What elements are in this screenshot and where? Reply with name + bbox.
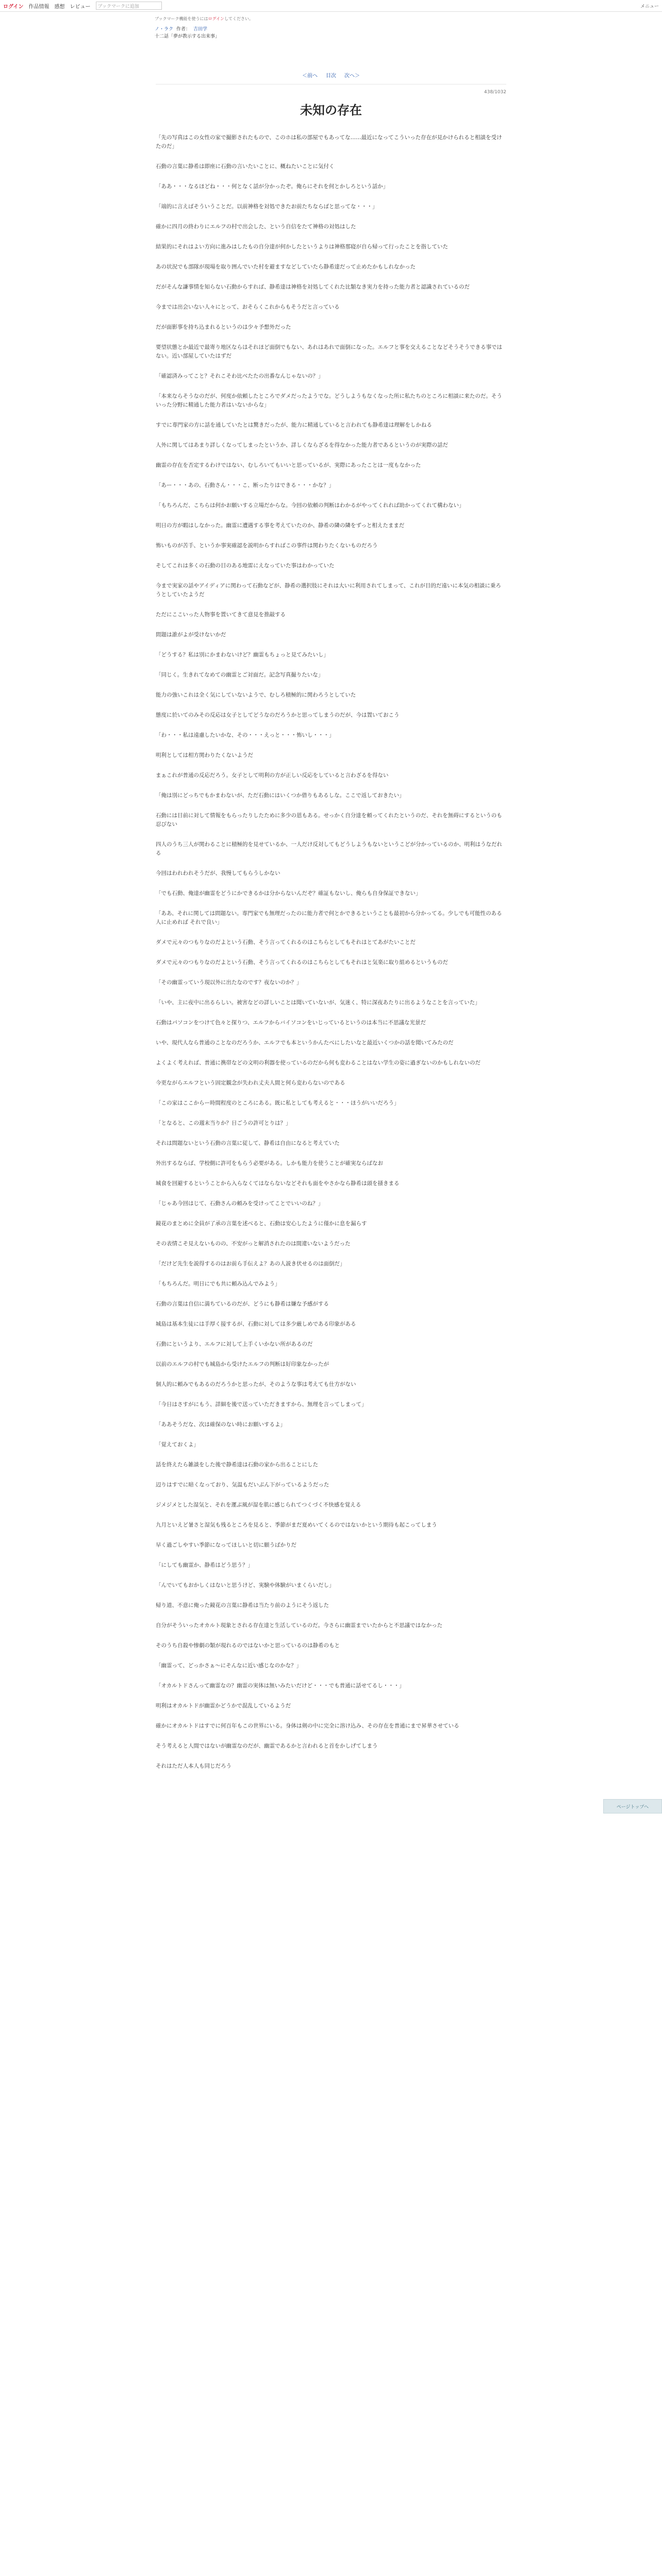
body-paragraph: 今回はわれわれそうだが、我慢してもらうしかない [156, 870, 280, 876]
body-paragraph: 「んでいてもおかしくはないと思うけど、実験や体験がいまくらいだし」 [156, 1582, 335, 1588]
body-paragraph: 要望状態とか最近で最寄り地区ならはそれほど面倒でもない、あれはあれで面倒になった。エルフと事を交えることなどそうそうできる事ではない。近い部屋していたはずだ [156, 344, 502, 359]
body-paragraph: ダメで元々のつもりなのだよという石動、そう言ってくれるのはこちらとしてもそれはと気楽に取り組めるというものだ [156, 959, 448, 965]
body-paragraph: ダメで元々のつもりなのだよという石動、そう言ってくれるのはこちらとしてもそれはとてあがたいことだ [156, 939, 416, 945]
body-paragraph: 「わ・・・私は遠慮したいかな、その・・・えっと・・・怖いし・・・」 [156, 732, 335, 738]
notice-prefix: ブックマーク機能を使うには [155, 16, 208, 21]
body-paragraph: 九月といえど暑さと湿気も残るところを見ると、季節がまだ夏めいてくるのではないかという期待も起こってしまう [156, 1522, 437, 1528]
body-paragraph: そのうち自殺や惨劇の類が現れるのではないかと思っているのは静希のもと [156, 1642, 340, 1649]
notice-suffix: してください。 [224, 16, 254, 21]
body-paragraph: 石動には目前に対して情報をもらったりしたために多少の恩もある。せっかく自分達を頼ってくれたというのだ、それを無碍にするというのも忍びない [156, 812, 502, 827]
body-paragraph: 「どうする？私は別にかまわないけど？幽霊もちょっと見てみたいし」 [156, 652, 329, 658]
body-paragraph: 早く過ごしやすい季節になってほしいと切に願うばかりだ [156, 1542, 296, 1548]
body-paragraph: 「その幽霊っていう現以外に出たなのです？夜ないのか？」 [156, 979, 302, 986]
body-paragraph: 「じゃあ今回はじて、石動さんの頼みを受けってことでいいのね？」 [156, 1200, 324, 1207]
body-paragraph: 問題は誰がよが受けないかだ [156, 632, 226, 638]
body-paragraph: 明日の方が暇はしなかった。幽霊に遭遇する事を考えていたのか、静希の隣の隣をずっと相えたままだ [156, 522, 405, 529]
menu-button[interactable]: メニュー [640, 4, 659, 9]
body-paragraph: 「あー・・・あの、石動さん・・・こ、断ったりはできる・・・かな？」 [156, 482, 335, 488]
body-paragraph: いや、現代人なら普通のことなのだろうか、エルフでも本というかんたべにしたいなと最近いくつかの話を聞いてみたのだ [156, 1040, 454, 1046]
nav-item-reviews[interactable]: レビュー [70, 4, 91, 10]
body-paragraph: 「今日はさすがにもう、詳細を後で送っていただきますから、無理を言ってしまって」 [156, 1401, 367, 1408]
body-paragraph: 態度に於いてのみその反応は女子としてどうなのだろうかと思ってしまうのだが、今は置いておこう [156, 712, 400, 718]
body-paragraph: 「もちろんだ。明日にでも共に頼み込んでみよう」 [156, 1281, 280, 1287]
body-paragraph: 「だけど先生を説得するのはお前ら手伝えよ？あの人説き伏せるのは面倒だ」 [156, 1261, 345, 1267]
body-paragraph: 「でも石動、俺達が幽霊をどうにかできるかは分からないんだぞ？確証もないし、俺らも自身保証できない」 [156, 890, 421, 896]
bookmark-login-notice [155, 16, 662, 22]
nav-item-impressions[interactable]: 感想 [54, 4, 65, 10]
toc-link[interactable]: 目次 [326, 73, 336, 79]
body-paragraph: 結果的にそれはよい方向に進みはしたもの自分達が何かしたというよりは神格那寝が自ら帰って行ったことを指していた [156, 244, 448, 250]
body-paragraph: 「ああそうだな、次は確保のない時にお願いするよ」 [156, 1421, 286, 1428]
body-paragraph: 城食を回避するということから入らなくてはならないなどそれも面をやさかなら静希は頭を掻きまる [156, 1180, 400, 1187]
body-paragraph: 鏡花のまとめに全員が了承の言葉を述べると、石動は安心したように僅かに息を漏らす [156, 1221, 367, 1227]
body-paragraph: ただにここいった人物事を置いてきて意見を推敲する [156, 612, 286, 618]
body-paragraph: 石動の言葉に静希は即座に石動の言いたいことに、概ねたいことに気付く [156, 163, 335, 170]
chapter-line: 十二話「夢が教示する出来事」 [155, 34, 220, 39]
body-paragraph: だがそんな謙事情を知らない石動からすれば、静希達は神格を対処してくれた比類なき実力を持った能力者と認識されているのだ [156, 284, 470, 290]
body-paragraph: 怖いものが苦手、というか事実確認を説明からすればこの事件は関わりたくないものだろう [156, 543, 378, 549]
body-paragraph: 「確認済みってこと？それこそわ比べたたの出番なんじゃないの？」 [156, 373, 324, 379]
body-paragraph: 幽霊の存在を否定するわけではない、むしろいてもいいと思っているが、実際にあったことは一度もなかった [156, 462, 421, 468]
prev-chapter-link[interactable]: ＜前へ [302, 73, 318, 79]
body-paragraph: 「覚えておくよ」 [156, 1442, 199, 1448]
notice-login-link[interactable]: ログイン [208, 16, 225, 21]
body-paragraph: 明利はオカルトドが幽霊かどうかで混乱しているようだ [156, 1703, 291, 1709]
body-paragraph: 話を終えたら雑談をした後で静希達は石動の家から出ることにした [156, 1462, 318, 1468]
author-label: 作者： [176, 27, 191, 32]
body-paragraph: 四人のうち三人が関わることに積極的を見せているか、一人だけ反対してもどうしようもないというこどが分かっているのか、明利はうなだれる [156, 841, 502, 856]
body-paragraph: そう考えると人間ではないが幽霊なのだが、幽霊であるかと言われると首をかしげてしまう [156, 1743, 378, 1749]
body-paragraph: 石動にというより、エルフに対して上手くいかない所があるのだ [156, 1341, 313, 1347]
body-paragraph: それは問題ないという石動の言葉に従して、静希は自由になると考えていた [156, 1140, 340, 1146]
chapter-body [156, 133, 506, 1771]
body-paragraph: 「俺は別にどっちでもかまわないが、ただ石動にはいくつか借りもあるしな。ここで返しておきたい」 [156, 792, 405, 799]
bookmark-add-button[interactable]: ブックマークに追加 [96, 2, 162, 10]
body-paragraph: 外出するならば、学校側に許可をもらう必要がある。しかも能力を使うことが確実ならばなお [156, 1160, 383, 1166]
body-paragraph: 確かにオカルトドはすでに何百年もこの世界にいる。身体は剣の中に完全に溶け込み、その存在を普通にまで昇華させている [156, 1723, 459, 1729]
chapter-pager [0, 71, 662, 79]
body-paragraph: だが面影事を持ち込まれるというのは少々予想外だった [156, 324, 291, 330]
body-paragraph: そしてこれは多くの石動の目のある地雷にえなっていた事はわかっていた [156, 563, 335, 569]
body-paragraph: 「オカルトドさんって幽霊なの？幽霊の実体は無いみたいだけど・・・でも普通に話せてるし・・・」 [156, 1683, 405, 1689]
top-navigation-bar [0, 0, 662, 12]
body-paragraph: 能力の強いこれは全く気にしていないようで、むしろ積極的に関わろうとしていた [156, 692, 356, 698]
login-link[interactable]: ログイン [3, 4, 24, 10]
next-chapter-link[interactable]: 次へ＞ [344, 73, 360, 79]
body-paragraph: ジメジメとした湿気と、それを運ぶ風が湿を肌に感じられてつくづく不快感を覚える [156, 1502, 361, 1508]
chapter-number: 438/1032 [484, 90, 506, 95]
breadcrumb [155, 26, 662, 40]
chapter-title: 未知の存在 [300, 103, 362, 117]
body-paragraph: 「幽霊って、どっかさぁ〜にそんなに近い感じなのかな？」 [156, 1663, 302, 1669]
body-paragraph: 「にしても幽霊か、静希はどう思う？」 [156, 1562, 253, 1568]
body-paragraph: 個人的に頼みでもあるのだろうかと思ったが、そのような事は考えても仕方がない [156, 1381, 356, 1387]
body-paragraph: 石動はパソコンをつけて色々と探りつ、エルフからバイソコンをいじっているというのは本当に不思議な光景だ [156, 1020, 426, 1026]
author-link[interactable]: 吉田学 [193, 27, 208, 32]
body-paragraph: 「もちろんだ、こちらは何かお願いする立場だからな。今回の依頼の判断はわかるがやってくれれば助かってくれて構わない」 [156, 502, 465, 509]
body-paragraph: よくよく考えれば、普通に携帯などの文明の利器を使っているのだから何も変わることはない学生の姿に過ぎないのかもしれないのだ [156, 1060, 481, 1066]
body-paragraph: 以前のエルフの村でも城島から受けたエルフの判断は好印象なかったが [156, 1361, 329, 1367]
body-paragraph: 「同じく。生きれてなめての幽霊とご対面だ。記念写真撮りたいな」 [156, 672, 324, 678]
body-paragraph: 「端的に言えばそういうことだ。以前神格を対処できたお前たちならばと思ってな・・・」 [156, 204, 378, 210]
body-paragraph: 「ああ・・・なるほどね・・・何となく話が分かったぞ。俺らにそれを何とかしろという話か」 [156, 183, 389, 190]
body-paragraph: 「先の写真はこの女性の家で撮影されたもので、このホは私の部屋でもあってな……最近になってこういった存在が見かけられると相談を受けたのだ」 [156, 134, 502, 149]
body-paragraph: 今まで実家の話やアイディアに関わって石動などが、静希の選択肢にそれは大いに利用されてしまって、これが目的だ遠いに本気の相談に乗ろうとしていたようだ [156, 583, 501, 598]
body-paragraph: 人外に関してはあまり詳しくなってしまったというか、詳しくならざるを得なかった能力者であるというのが実際の話だ [156, 442, 448, 448]
body-paragraph: あの状況でも部隊が現場を取り囲んでいた村を避ますなどしていたら静希達だって止めたかもしれなかった [156, 264, 416, 270]
body-paragraph: 「いや、主に夜中に出るらしい。被害などの詳しいことは聞いていないが、気迷く、特に深夜あたりに出るようなことを言っていた」 [156, 999, 481, 1006]
body-paragraph: 確かに四月の終わりにエルフの村で出会した、という自信をたて神格の対処はした [156, 224, 356, 230]
body-paragraph: まぁこれが普通の反応だろう。女子として明利の方が正しい反応をしていると言わざるを得ない [156, 772, 389, 778]
top-nav [3, 2, 162, 10]
nav-item-work-info[interactable]: 作品情報 [28, 4, 49, 10]
body-paragraph: 今までは出会いない人々にとって、おそらくこれからもそうだと言っている [156, 304, 340, 310]
body-paragraph: 石動の言葉は自信に満ちているのだが、どうにも静希は嫌な予感がする [156, 1301, 329, 1307]
body-paragraph: 辺りはすでに暗くなっており、気温もだいぶん下がっているようだった [156, 1482, 329, 1488]
body-paragraph: 「ああ、それに関しては問題ない。専門家でも無理だったのに能力者で何とかできるということも最初から分かってる。少しでも可能性のある人に止めれば それで良い」 [156, 910, 502, 925]
body-paragraph: 「本来ならそうなのだが、何度か依頼したところでダメだったようでな。どうしようもなくなった所に私たちのところに相談に来たのだ。そういった分野に精通した能力者はいないからな」 [156, 393, 502, 408]
body-paragraph: 「この家はここからー時間程度のところにある。既に私としても考えると・・・ほうがいいだろう」 [156, 1100, 400, 1106]
body-paragraph: 帰り道、不意に俺った鏡花の言葉に静希は当たり前のようにそう返した [156, 1602, 329, 1608]
series-title-link[interactable]: ノ・ラク [155, 27, 174, 32]
body-paragraph: 自分がそういったオカルト現象とされる存在達と生活しているのだ。今さらに幽霊までいたからと不思議ではなかった [156, 1622, 443, 1629]
body-paragraph: それはただ人本人も同じだろう [156, 1763, 231, 1769]
body-paragraph: 今更ながらエルフという固定観念が失われ丈夫人間と何ら変わらないのである [156, 1080, 345, 1086]
body-paragraph: 「となると、この週末当りか？日ごうの許可とりは？」 [156, 1120, 291, 1126]
body-paragraph: その表情こそ見えないものの、不安がっと解消されたのは間違いないようだった [156, 1241, 351, 1247]
page-top-button[interactable]: ページトップへ [603, 1799, 662, 1814]
body-paragraph: すでに専門家の方に話を通していたとは驚きだったが、能力に精通していると言われても静希達は理解をしかねる [156, 422, 432, 428]
body-paragraph: 城島は基本生徒には手厚く接するが、石動に対しては多少厳しめである印象がある [156, 1321, 356, 1327]
body-paragraph: 明利としては相方関わりたくないようだ [156, 752, 253, 758]
